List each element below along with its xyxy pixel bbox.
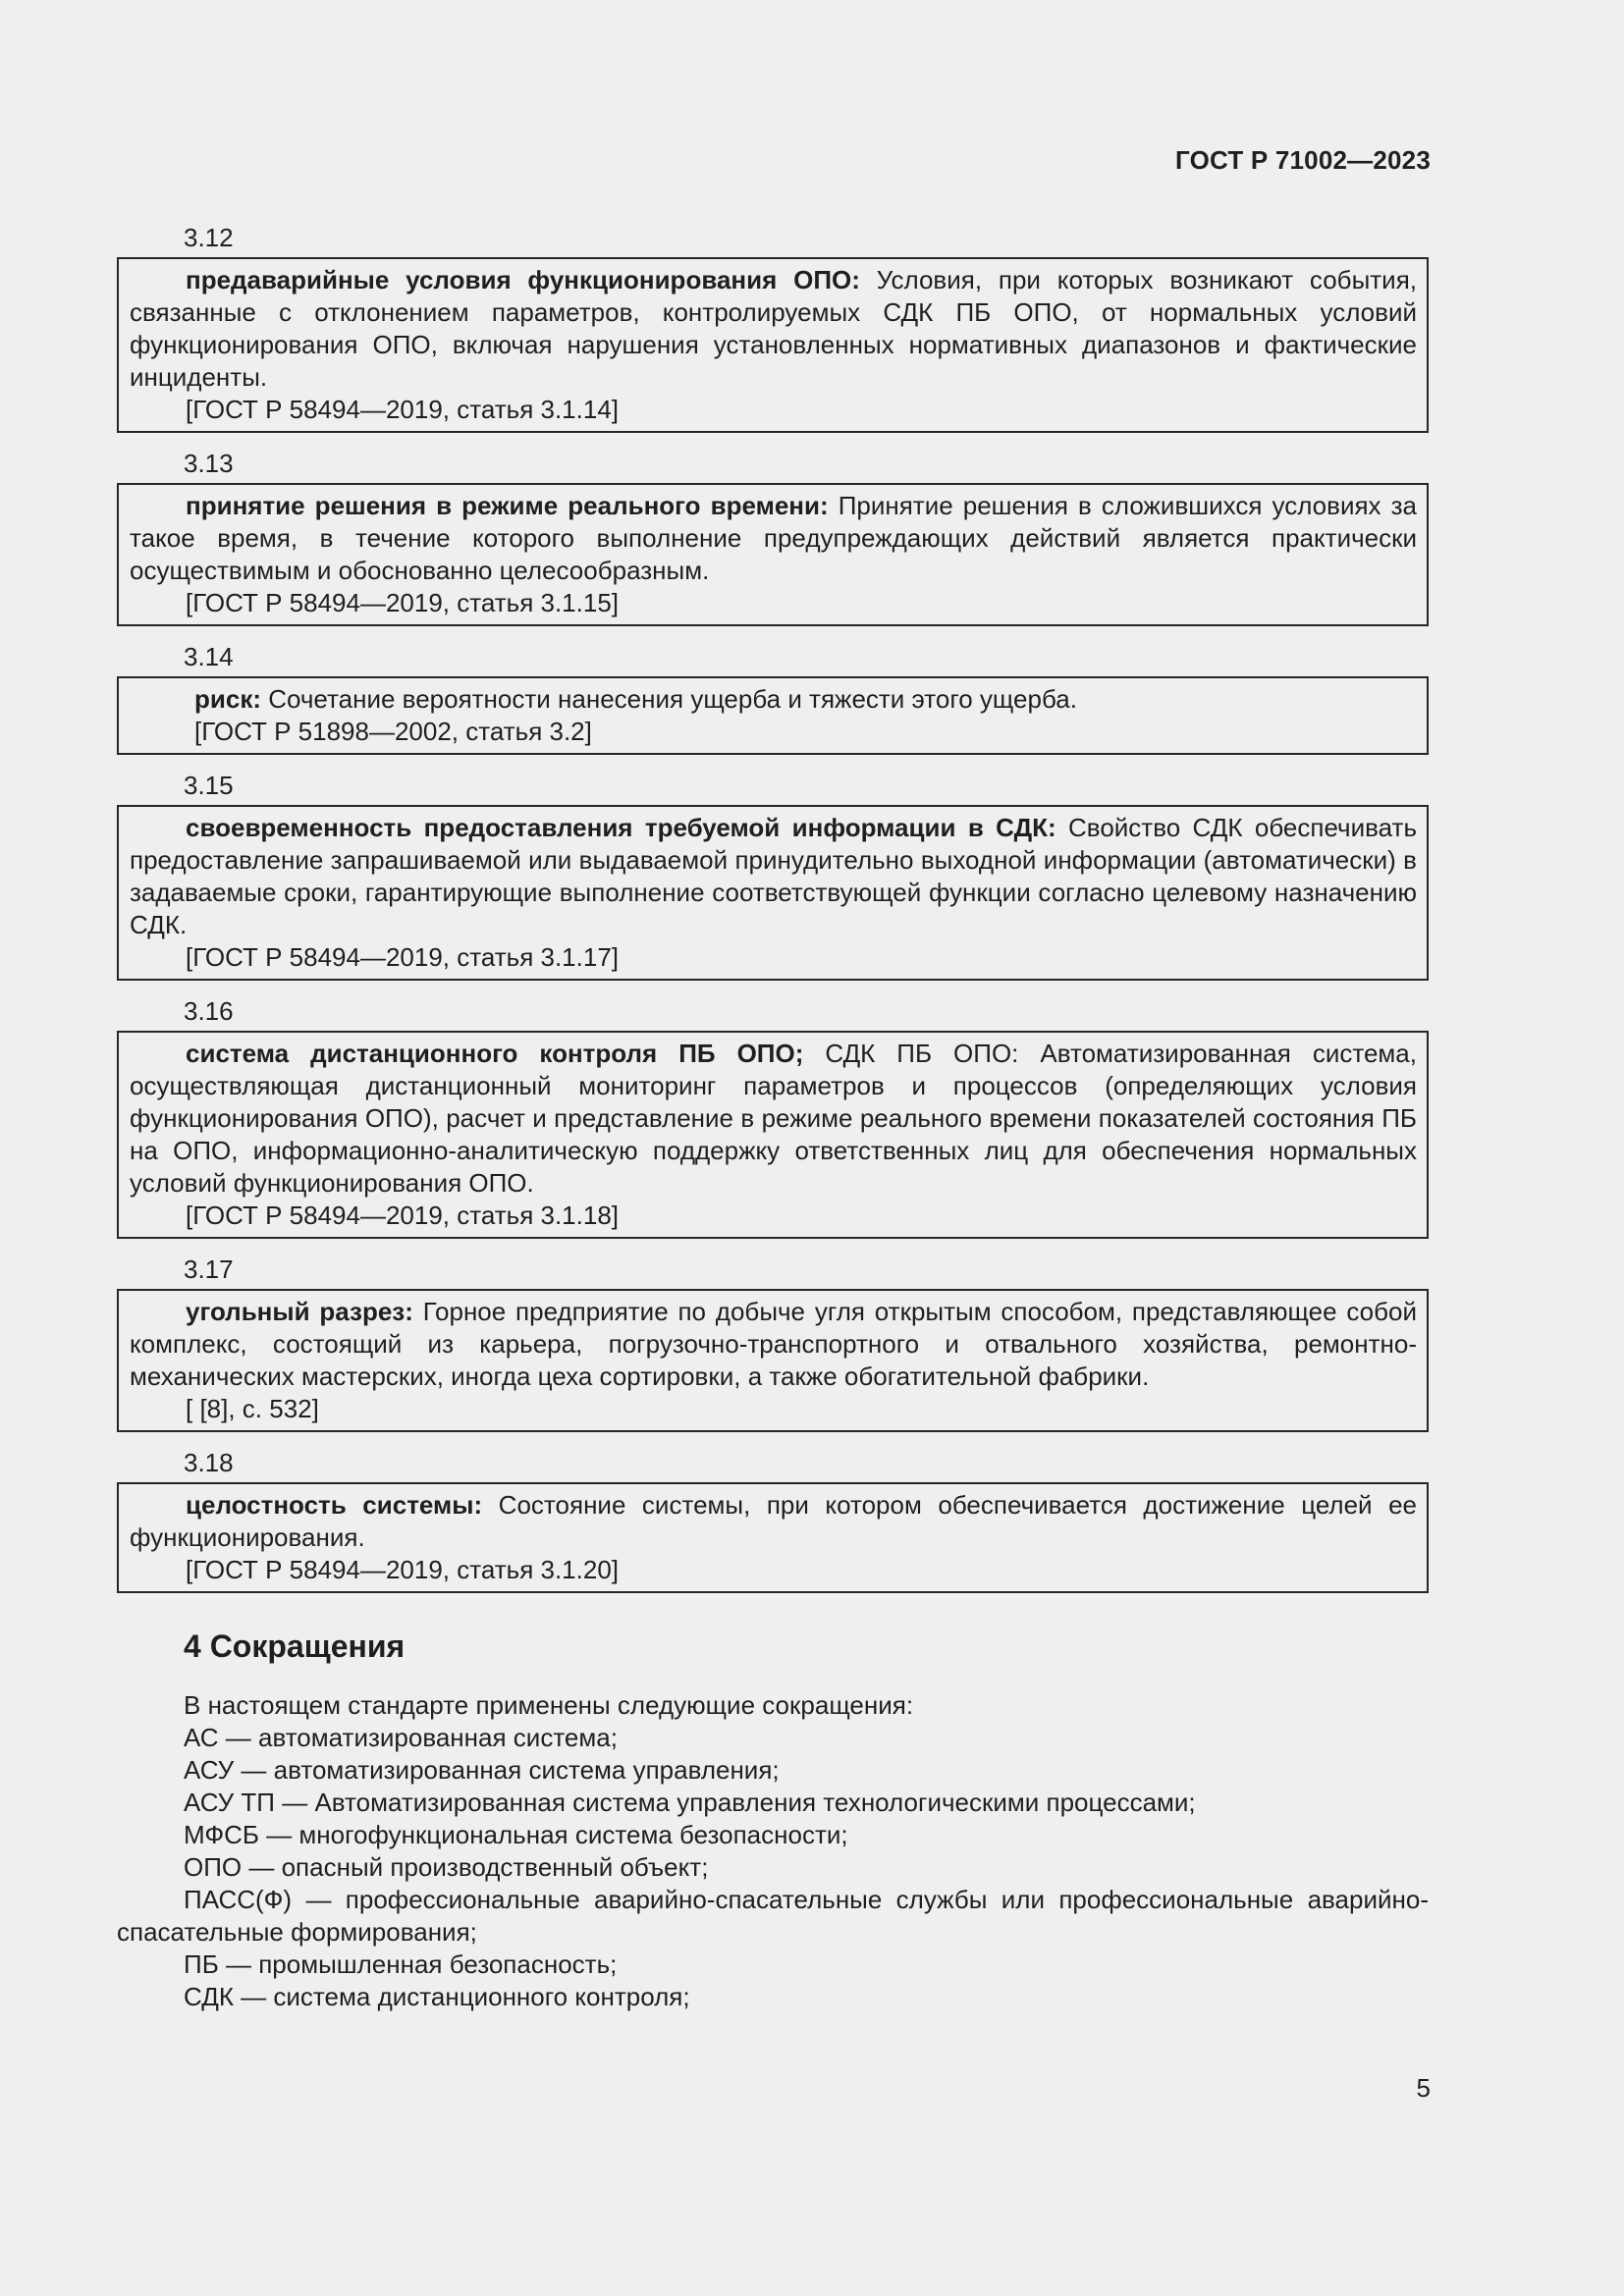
section-title: 4 Сокращения xyxy=(184,1629,406,1664)
term-title: риск: xyxy=(194,684,261,714)
term-source: [ГОСТ Р 58494—2019, статья 3.1.15] xyxy=(186,588,620,617)
term-number: 3.12 xyxy=(184,223,234,252)
term-definition xyxy=(130,812,1417,941)
term-entry xyxy=(117,1031,1429,1239)
term-source: [ГОСТ Р 58494—2019, статья 3.1.17] xyxy=(186,942,620,972)
definition-text: Условия, при которых возникают события, связанные с отклонением параметров, контролируемых СДК ПБ ОПО, от нормальных условий функционирования ОПО, включая нарушения установленных нормативных диапазонов и фактические инциденты. xyxy=(130,265,1417,392)
term-number: 3.14 xyxy=(184,642,234,671)
definition-text: Горное предприятие по добыче угля открытым способом, представляющее собой комплекс, состоящий из карьера, погрузочно-транспортного и отвального хозяйства, ремонтно-механических мастерских, иногда цеха сортировки, а также обогатительной фабрики. xyxy=(130,1297,1417,1391)
term-source: [ГОСТ Р 58494—2019, статья 3.1.20] xyxy=(186,1555,620,1584)
term-number: 3.13 xyxy=(184,449,234,478)
document-header: ГОСТ Р 71002—2023 xyxy=(1175,145,1431,175)
abbreviation-item: АСУ — автоматизированная система управления; xyxy=(184,1755,780,1785)
definition-text: СДК ПБ ОПО: Автоматизированная система, осуществляющая дистанционный мониторинг параметров и процессов (определяющих условия функционирования ОПО), расчет и представление в режиме реального времени показателей состояния ПБ на ОПО, информационно-аналитическую поддержку ответственных лиц для обеспечения нормальных условий функционирования ОПО. xyxy=(130,1039,1417,1198)
term-definition xyxy=(130,264,1417,394)
term-entry xyxy=(117,805,1429,981)
abbreviation-item: МФСБ — многофункциональная система безопасности; xyxy=(184,1820,848,1849)
term-title: своевременность предоставления требуемой информации в СДК: xyxy=(186,813,1056,842)
term-entry xyxy=(117,257,1429,433)
term-title: угольный разрез: xyxy=(186,1297,413,1326)
page-number: 5 xyxy=(1416,2073,1431,2103)
abbreviation-item: АС — автоматизированная система; xyxy=(184,1723,618,1752)
term-number: 3.18 xyxy=(184,1448,234,1477)
term-source: [ [8], с. 532] xyxy=(186,1394,319,1423)
term-definition xyxy=(130,1489,1417,1554)
term-definition xyxy=(130,683,1417,716)
definition-text: Принятие решения в сложившихся условиях за такое время, в течение которого выполнение предупреждающих действий является практически осуществимым и обоснованно целесообразным. xyxy=(130,491,1417,585)
term-title: принятие решения в режиме реального времени: xyxy=(186,491,829,520)
term-title: система дистанционного контроля ПБ ОПО; xyxy=(186,1039,804,1068)
term-source: [ГОСТ Р 51898—2002, статья 3.2] xyxy=(194,717,592,746)
abbreviation-item: СДК — система дистанционного контроля; xyxy=(184,1982,690,2011)
definition-text: Сочетание вероятности нанесения ущерба и тяжести этого ущерба. xyxy=(261,684,1077,714)
abbreviation-item: ПБ — промышленная безопасность; xyxy=(184,1949,618,1979)
abbreviation-item: АСУ ТП — Автоматизированная система управления технологическими процессами; xyxy=(184,1788,1196,1817)
section-intro: В настоящем стандарте применены следующие сокращения: xyxy=(184,1690,914,1720)
term-definition xyxy=(130,1296,1417,1393)
term-number: 3.16 xyxy=(184,996,234,1026)
term-title: целостность системы: xyxy=(186,1490,483,1520)
term-number: 3.15 xyxy=(184,771,234,800)
term-source: [ГОСТ Р 58494—2019, статья 3.1.14] xyxy=(186,395,620,424)
term-title: предаварийные условия функционирования ОПО: xyxy=(186,265,860,294)
term-source: [ГОСТ Р 58494—2019, статья 3.1.18] xyxy=(186,1201,620,1230)
page-content xyxy=(117,222,1429,2013)
abbreviation-item: ОПО — опасный производственный объект; xyxy=(184,1852,709,1882)
definition-text: Состояние системы, при котором обеспечивается достижение целей ее функционирования. xyxy=(130,1490,1418,1552)
term-entry xyxy=(117,483,1429,626)
abbreviation-item: ПАСС(Ф) — профессиональные аварийно-спасательные службы или профессиональные аварийно-спасательные формирования; xyxy=(117,1885,1429,1947)
term-definition xyxy=(130,1038,1417,1200)
definition-text: Свойство СДК обеспечивать предоставление запрашиваемой или выдаваемой принудительно выходной информации (автоматически) в задаваемые сроки, гарантирующие выполнение соответствующей функции согласно целевому назначению СДК. xyxy=(130,813,1417,939)
term-entry xyxy=(117,1482,1429,1593)
term-entry xyxy=(117,676,1429,755)
term-entry xyxy=(117,1289,1429,1432)
term-definition xyxy=(130,490,1417,587)
term-number: 3.17 xyxy=(184,1255,234,1284)
